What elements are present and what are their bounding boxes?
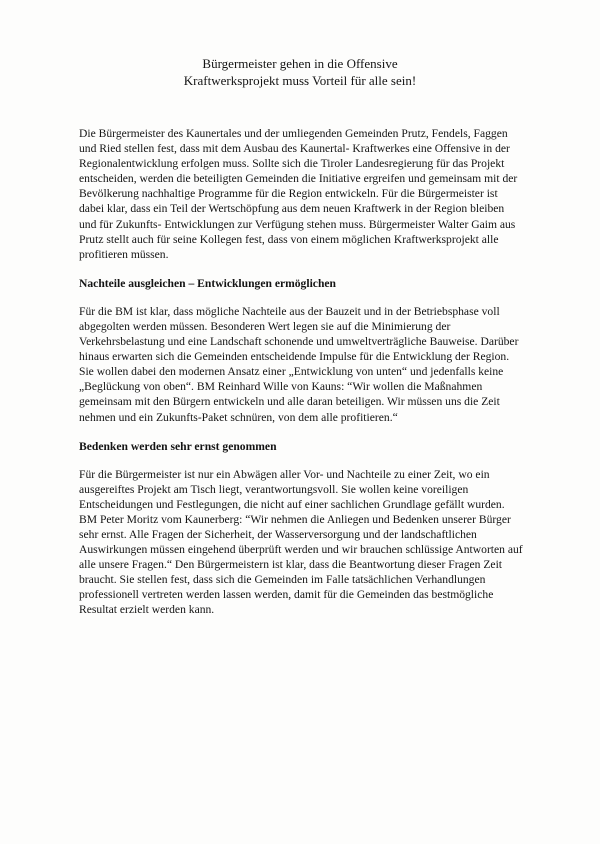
- spacer: [79, 291, 523, 304]
- title-line-2: Kraftwerksprojekt muss Vorteil für alle sein!: [183, 73, 417, 88]
- spacer: [79, 262, 523, 276]
- section-paragraph-compensation: Für die BM ist klar, dass mögliche Nachteile aus der Bauzeit und in der Betriebsphase voll abgegolten werden müssen. Besonderen Wert legen sie auf die Minimierung der Verkehrsbelastung und eine Landschaft schonende und umweltverträgliche Bauweise. Darüber hinaus erwarten sich die Gemeinden entscheidende Impulse für die Entwicklung der Region. Sie wollen dabei den modernen Ansatz einer „Entwicklung von unten“ und jedenfalls keine „Beglückung von oben“. BM Reinhard Wille von Kauns: “Wir wollen die Maßnahmen gemeinsam mit den Bürgern entwickeln und alle daran beteiligen. Wir müssen uns die Zeit nehmen und ein Zukunfts-Paket schnüren, von dem alle profitieren.“: [79, 304, 519, 424]
- spacer: [79, 454, 523, 467]
- section-heading-compensation: Nachteile ausgleichen – Entwicklungen ermöglichen: [79, 276, 336, 290]
- document-title: [0, 55, 600, 89]
- spacer: [79, 425, 523, 439]
- title-line-1: Bürgermeister gehen in die Offensive: [202, 56, 398, 71]
- section-heading-concerns: Bedenken werden sehr ernst genommen: [79, 439, 277, 453]
- section-paragraph-concerns: Für die Bürgermeister ist nur ein Abwägen aller Vor- und Nachteile zu einer Zeit, wo ein ausgereiftes Projekt am Tisch liegt, verantwortungsvoll. Sie wollen keine voreiligen Entscheidungen und Festlegungen, die nicht auf einer sachlichen Grundlage gefällt wurden. BM Peter Moritz vom Kaunerberg: “Wir nehmen die Anliegen und Bedenken unserer Bürger sehr ernst. Alle Fragen der Sicherheit, der Wasserversorgung und der landschaftlichen Auswirkungen müssen eingehend überprüft werden und wir brauchen schlüssige Antworten auf alle unsere Fragen.“ Den Bürgermeistern ist klar, dass die Beantwortung dieser Fragen Zeit braucht. Sie stellen fest, dass sich die Gemeinden im Falle tatsächlichen Verhandlungen professionell vertreten werden lassen werden, damit für die Gemeinden das bestmögliche Resultat erzielt werden kann.: [79, 467, 523, 617]
- intro-paragraph: Die Bürgermeister des Kaunertales und der umliegenden Gemeinden Prutz, Fendels, Faggen und Ried stellen fest, dass mit dem Ausbau des Kaunertal- Kraftwerkes eine Offensive in der Regionalentwicklung erfolgen muss. Sollte sich die Tiroler Landesregierung für das Projekt entscheiden, werden die beteiligten Gemeinden die Initiative ergreifen und gemeinsam mit der Bevölkerung nachhaltige Programme für die Region entwickeln. Für die Bürgermeister ist dabei klar, dass ein Teil der Wertschöpfung aus dem neuen Kraftwerk in der Region bleiben und für Zukunfts- Entwicklungen zur Verfügung stehen muss. Bürgermeister Walter Gaim aus Prutz stellt auch für seine Kollegen fest, dass von einem möglichen Kraftwerksprojekt alle profitieren müssen.: [79, 127, 518, 261]
- document-body: [79, 126, 523, 618]
